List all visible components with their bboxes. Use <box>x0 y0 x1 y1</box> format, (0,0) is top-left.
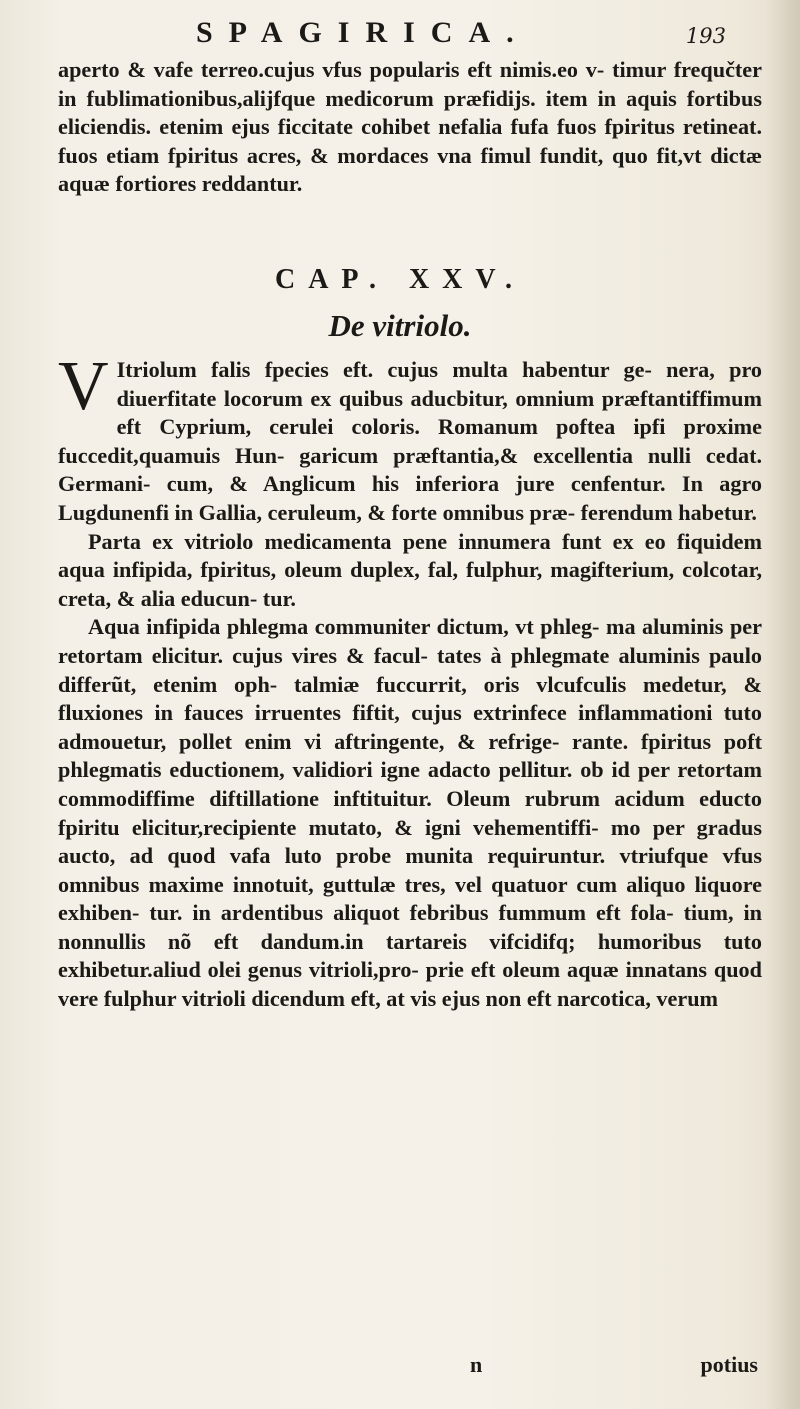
opening-paragraph: aperto & vafe terreo.cujus vfus popularis eft nimis.eo v- timur frequčter in fublimationibus,alijfque medicorum præfidijs. item in aquis fortibus eliciendis. etenim ejus ficcitate cohibet nefalia fufa fuos fpiritus retineat. fuos etiam fpiritus acres, & mordaces vna fimul fundit, quo fit,vt dictæ aquæ fortiores reddantur. <box>58 57 762 197</box>
page-number: 193 <box>685 24 726 48</box>
chapter-body <box>58 348 762 1014</box>
signature-mark: n <box>470 1352 483 1377</box>
paragraph-aqua-insipida: Aqua infipida phlegma communiter dictum, vt phleg- ma aluminis per retortam elicitur. cujus vires & facul- tates à phlegmate aluminis paulo differũt, etenim oph- talmiæ fuccurrit, oris vlcufculis medetur, & fluxiones in fauces irruentes fiftit, cujus extrinfece inflammationi tuto admouetur, pollet enim vi aftringente, & refrige- rante. fpiritus poft phlegmatis eductionem, validiori igne adacto pellitur. ob id per retortam commodiffime diftillatione inftituitur. Oleum rubrum acidum educto fpiritu elicitur,recipiente mutato, & igni vehementiffi- mo per gradus aucto, ad quod vafa luto probe munita requiruntur. vtriufque vfus omnibus maxime innotuit, guttulæ tres, vel quatuor cum aliquo liquore exhiben- tur. in ardentibus aliquot febribus fummum eft fola- tium, in nonnullis nõ eft dandum.in tartareis vifcidifq; humoribus tuto exhibetur.aliud olei genus vitrioli,pro- prie eft oleum aquæ innatans quod vere fulphur vitrioli dicendum eft, at vis ejus non eft narcotica, verum <box>58 614 762 1012</box>
catchword: potius <box>700 1352 758 1377</box>
paragraph-text: Itriolum falis fpecies eft. cujus multa habentur ge- nera, pro diuerfitate locorum ex quibus aducbitur, omnium præftantiffimum eft Cyprium, cerulei coloris. Romanum poftea ipfi proxime fuccedit,quamuis Hun- garicum præftantia,& excellentia nulli cedat. Germani- cum, & Anglicum his inferiora jure cenfentur. In agro Lugdunenfi in Gallia, ceruleum, & forte omnibus præ- ferendum habetur. <box>58 357 762 525</box>
paragraph-medicamenta: Parta ex vitriolo medicamenta pene innumera funt ex eo fiquidem aqua infipida, fpiritus, oleum duplex, fal, fulphur, magifterium, colcotar, creta, & alia educun- tur. <box>58 528 762 611</box>
page-edge-shadow <box>766 0 800 1409</box>
page-header <box>196 16 756 56</box>
chapter-number: CAP. XXV. <box>274 264 526 295</box>
running-head: SPAGIRICA. <box>196 16 530 49</box>
drop-cap: V <box>58 348 109 425</box>
chapter-title: De vitriolo. <box>328 308 472 343</box>
paragraph-vitriolum <box>58 348 762 528</box>
opening-text-block <box>58 56 762 199</box>
